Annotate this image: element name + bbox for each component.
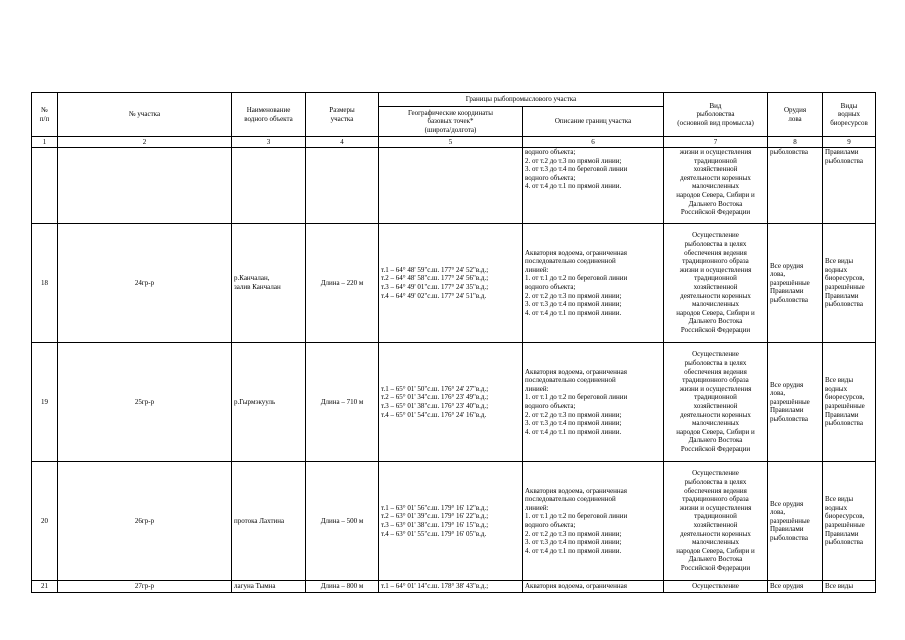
column-number: 9	[823, 137, 876, 148]
column-number: 5	[379, 137, 523, 148]
table-row-partial	[32, 581, 876, 593]
header-size: Размеры участка	[306, 93, 379, 137]
cell-size: Длина – 500 м	[306, 462, 379, 581]
header-water-body: Наименование водного объекта	[232, 93, 306, 137]
cell-water-body	[232, 148, 306, 224]
cell-species: Правилами рыболовства	[823, 148, 876, 224]
column-number: 7	[664, 137, 768, 148]
cell-plot: 26гр-р	[58, 462, 232, 581]
cell-water-body: лагуна Тымна	[232, 581, 306, 593]
header-borders: Границы рыбопромыслового участка	[379, 93, 664, 107]
cell-species: Все виды водных биоресурсов, разрешённые Правилами рыболовства	[823, 462, 876, 581]
cell-gear: рыболовства	[768, 148, 823, 224]
cell-description: водного объекта; 2. от т.2 до т.3 по прямой линии; 3. от т.3 до т.4 по береговой линии водного объекта; 4. от т.4 до т.1 по прямой линии.	[523, 148, 664, 224]
cell-fishing-type: Осуществление рыболовства в целях обеспечения ведения традиционного образа жизни и осуществления традиционной хозяйственной деятельности коренных малочисленных народов Севера, Сибири и Дальнего Востока Российской Федерации	[664, 343, 768, 462]
table-row	[32, 462, 876, 581]
cell-fishing-type: Осуществление	[664, 581, 768, 593]
cell-plot: 24гр-р	[58, 224, 232, 343]
cell-plot	[58, 148, 232, 224]
table-row-continuation	[32, 148, 876, 224]
column-number: 8	[768, 137, 823, 148]
cell-plot: 25гр-р	[58, 343, 232, 462]
cell-description: Акватория водоема, ограниченная последовательно соединенной линией: 1. от т.1 до т.2 по береговой линии водного объекта; 2. от т.2 до т.3 по прямой линии; 3. от т.3 до т.4 по прямой линии; 4. от т.4 до т.1 по прямой линии.	[523, 343, 664, 462]
cell-coordinates: т.1 – 63° 01' 56"с.ш. 179° 16' 12"в.д.; т.2 – 63° 01' 39"с.ш. 179° 16' 22"в.д.; т.3 – 63° 01' 38"с.ш. 179° 16' 15"в.д.; т.4 – 63° 01' 55"с.ш. 179° 16' 05"в.д.	[379, 462, 523, 581]
cell-coordinates: т.1 – 64° 01' 14"с.ш. 178° 38' 43"в.д.;	[379, 581, 523, 593]
cell-num: 19	[32, 343, 58, 462]
cell-species: Все виды водных биоресурсов, разрешённые Правилами рыболовства	[823, 343, 876, 462]
column-number: 1	[32, 137, 58, 148]
header-description: Описание границ участка	[523, 107, 664, 137]
cell-plot: 27гр-р	[58, 581, 232, 593]
cell-gear: Все орудия	[768, 581, 823, 593]
cell-gear: Все орудия лова, разрешённые Правилами рыболовства	[768, 343, 823, 462]
header-coordinates: Географические координаты базовых точек* (широта/долгота)	[379, 107, 523, 137]
cell-coordinates: т.1 – 64° 48' 59"с.ш. 177° 24' 52"в.д.; т.2 – 64° 48' 58"с.ш. 177° 24' 56"в.д.; т.3 – 64° 49' 01"с.ш. 177° 24' 35"в.д.; т.4 – 64° 49' 02"с.ш. 177° 24' 51"в.д.	[379, 224, 523, 343]
cell-description: Акватория водоема, ограниченная последовательно соединенной линией: 1. от т.1 до т.2 по береговой линии водного объекта; 2. от т.2 до т.3 по прямой линии; 3. от т.3 до т.4 по прямой линии; 4. от т.4 до т.1 по прямой линии.	[523, 224, 664, 343]
cell-description: Акватория водоема, ограниченная	[523, 581, 664, 593]
cell-size: Длина – 710 м	[306, 343, 379, 462]
table-row	[32, 224, 876, 343]
cell-num: 21	[32, 581, 58, 593]
cell-description: Акватория водоема, ограниченная последовательно соединенной линией: 1. от т.1 до т.2 по береговой линии водного объекта; 2. от т.2 до т.3 по прямой линии; 3. от т.3 до т.4 по прямой линии; 4. от т.4 до т.1 по прямой линии.	[523, 462, 664, 581]
cell-fishing-type: Осуществление рыболовства в целях обеспечения ведения традиционного образа жизни и осуществления традиционной хозяйственной деятельности коренных малочисленных народов Севера, Сибири и Дальнего Востока Российской Федерации	[664, 224, 768, 343]
cell-fishing-type: Осуществление рыболовства в целях обеспечения ведения традиционного образа жизни и осуществления традиционной хозяйственной деятельности коренных малочисленных народов Севера, Сибири и Дальнего Востока Российской Федерации	[664, 462, 768, 581]
column-number: 6	[523, 137, 664, 148]
fishing-plots-table	[31, 92, 876, 593]
cell-num: 20	[32, 462, 58, 581]
cell-size: Длина – 220 м	[306, 224, 379, 343]
header-fishing-type: Вид рыболовства (основной вид промысла)	[664, 93, 768, 137]
cell-num: 18	[32, 224, 58, 343]
cell-size: Длина – 800 м	[306, 581, 379, 593]
cell-species: Все виды	[823, 581, 876, 593]
cell-coordinates	[379, 148, 523, 224]
cell-fishing-type: жизни и осуществления традиционной хозяйственной деятельности коренных малочисленных народов Севера, Сибири и Дальнего Востока Российской Федерации	[664, 148, 768, 224]
cell-water-body: протока Лахтина	[232, 462, 306, 581]
cell-num	[32, 148, 58, 224]
header-species: Виды водных биоресурсов	[823, 93, 876, 137]
cell-gear: Все орудия лова, разрешённые Правилами рыболовства	[768, 224, 823, 343]
cell-water-body: р.Канчалан, залив Канчалан	[232, 224, 306, 343]
column-number: 3	[232, 137, 306, 148]
cell-size	[306, 148, 379, 224]
column-number: 4	[306, 137, 379, 148]
cell-gear: Все орудия лова, разрешённые Правилами рыболовства	[768, 462, 823, 581]
header-gear: Орудия лова	[768, 93, 823, 137]
header-plot: № участка	[58, 93, 232, 137]
column-number: 2	[58, 137, 232, 148]
table-row	[32, 343, 876, 462]
cell-species: Все виды водных биоресурсов, разрешённые Правилами рыболовства	[823, 224, 876, 343]
header-num: № п/п	[32, 93, 58, 137]
column-number-row	[32, 137, 876, 148]
cell-coordinates: т.1 – 65° 01' 50"с.ш. 176° 24' 27"в.д.; т.2 – 65° 01' 34"с.ш. 176° 23' 49"в.д.; т.3 – 65° 01' 38"с.ш. 176° 23' 40"в.д.; т.4 – 65° 01' 54"с.ш. 176° 24' 16"в.д.	[379, 343, 523, 462]
cell-water-body: р.Гырмэкууль	[232, 343, 306, 462]
